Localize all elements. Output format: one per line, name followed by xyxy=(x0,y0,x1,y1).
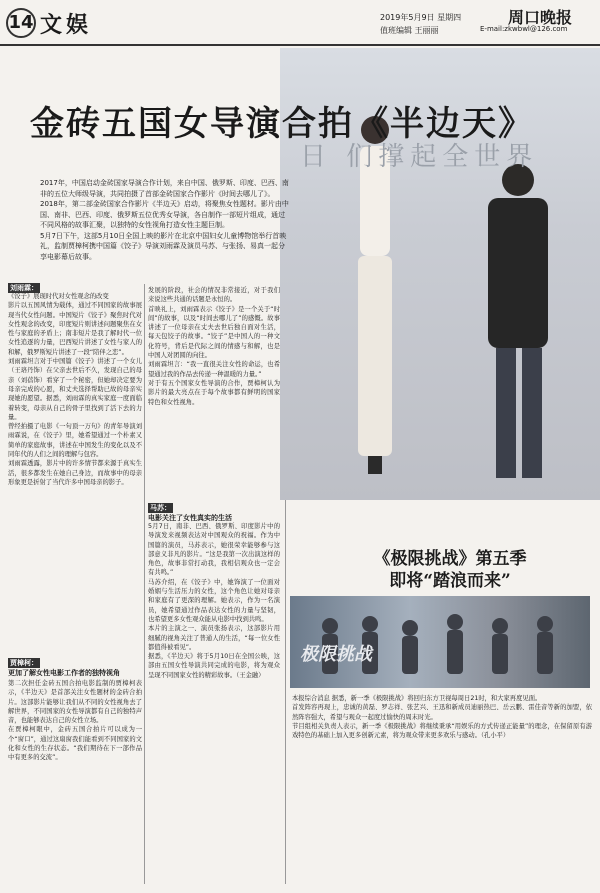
section-label-liu: 刘雨霖： xyxy=(10,284,38,292)
column-divider xyxy=(285,500,286,884)
editor-credit: 值班编辑 王丽丽 xyxy=(380,26,439,35)
article-column-b: 发展的阶段，社会的情况非常接近，对于我们来说这些共通的话题是永恒的。 首映礼上，刘雨霖表示《饺子》是一个关于“时间”的故事，以及“时间去哪儿了”的感慨。故事讲述了一位母亲在丈夫去世后独自面对生活，每天包饺子的故事。“饺子”是中国人的一种文化符号，背后是代际之间的情感与和解，也是中国人对团圆的向往。 刘雨霖坦言：“我一直很关注女性的命运，也希望通过我的作品去传递一种温暖的力量。” 对于有五个国家女性导演的合作，贾樟柯认为影片的最大亮点在于每个故事都有鲜明的国家特色和女性视角。 xyxy=(148,287,280,406)
subsection-heading-jia: 更加了解女性电影工作者的独特视角 xyxy=(8,669,120,677)
lead-paragraph: 2017年，中国启动金砖国家导演合作计划，来自中国、俄罗斯、印度、巴西、南非的五位大师级导演，共同拍摄了首部金砖国家合作影片《时间去哪儿了》。2018年，第二部金砖国家合作影片《半边天》启动，将聚焦女性题材。影片由中国、南非、巴西、印度、俄罗斯五位优秀女导演，各自制作一部短片组成，通过不同风格的故事汇聚，以独特的女性视角打造女性主题巨制。 5月7日下午，这部5月10日全国上映的影片在北京中国妇女儿童博物馆举行首映礼，监制贾樟柯携中国篇《饺子》导演刘雨霖及演员马苏、与张扬、易真一起分享电影幕后故事。 xyxy=(40,179,289,261)
section-label-ma: 马苏： xyxy=(150,504,171,512)
director-figure xyxy=(470,158,565,488)
article-column-a2: 第二次担任金砖五国合拍电影监制的贾樟柯表示，《半边天》是首部关注女性题材的金砖合拍片。这部影片能够让我们从不同的女性视角去了解世界，不同国家的女性导演都有自己的独特声音，也能够表达自己的女性立场。 在贾樟柯眼中，金砖五国合拍片可以成为一个“窗口”，通过这扇窗我们能看到不同国家的文化和女性的生存状态。“我们期待在下一部作品中有更多的交流”。 xyxy=(8,680,142,762)
contact-email: E-mail:zkwbwl@126.com xyxy=(480,25,568,33)
story2-body: 本报综合消息 据悉，新一季《极限挑战》将回归东方卫视每周日21时，和大家再度见面。 首发阵容再现上，忠诚的黄磊、罗志祥、张艺兴、王迅和新成员迪丽热巴、岳云鹏、雷佳音等新的加盟，依然阵容强大，希望与观众一起度过愉快的周末时光。 节目组相关负责人表示，新一季《极限挑战》将继续秉承“用娱乐的方式传递正能量”的理念，在保留原有游戏特色的基础上加入更多创新元素，将为观众带来更多欢乐与感动。（孔小平） xyxy=(292,695,592,740)
section-label-jia: 贾樟柯： xyxy=(10,659,38,667)
main-headline: 金砖五国女导演合拍《半边天》 xyxy=(30,104,534,144)
column-divider xyxy=(144,284,145,884)
issue-date: 2019年5月9日 星期四 xyxy=(380,13,462,22)
story2-headline xyxy=(340,548,560,592)
subsection-heading-ma: 电影关注了女性真实的生活 xyxy=(148,514,232,522)
newspaper-logo: 周口晚报 xyxy=(508,8,573,27)
page-number: 14 xyxy=(6,8,36,38)
article-column-b2: 5月7日，南非、巴西、俄罗斯、印度影片中的导演发来视频表达对中国观众的祝福。作为中国篇的演员，马苏表示，她很荣幸能够参与这部意义非凡的影片。“这是我第一次出演这样的角色，故事非常打动我，我相信观众也一定会有共鸣。” 马苏介绍，在《饺子》中，她饰演了一位面对婚姻与生活压力的女性，这个角色让她对母亲和家庭有了更深的理解。她表示，作为一名演员，她希望通过作品表达女性的力量与坚韧，也希望更多女性观众能从电影中找到共鸣。 本片的主演之一、演员张扬表示，这部影片用细腻的视角关注了普通人的生活，“每一位女性都值得被看见”。 据悉，《半边天》将于5月10日在全国公映，这部由五国女性导演共同完成的电影，将为观众呈现不同国家女性的精彩故事。（王金融） xyxy=(148,523,280,679)
story2-headline-line1: 《极限挑战》第五季 xyxy=(373,549,527,569)
article-column-a: 《饺子》展现时代对女性观念的改变 影片以五国风情为载体，通过不同国家的故事展现当代女性问题。中国短片《饺子》聚焦时代对女性观念的改变，印度短片则讲述问题聚焦在女性与家庭的矛盾上；南非短片是我了解时代一位女性追逐的力量，巴西短片讲述了女性与家人的和解，俄罗斯短片讲述了一段“陪伴之恋”。 刘雨霖坦言对于中国篇《饺子》讲述了一个女儿（王珞丹饰）在父亲去世后不久，发现自己的母亲（刘蓓饰）看穿了一个秘密，但她却决定要为母亲完成的心愿，和丈夫选择帮助已故的母亲实现她的愿望。据悉，刘雨霖的真实家庭一度面临着转变，母亲从自己的骨子里找到了活下去的力量。 曾经拍摄了电影《一句顶一万句》的青年导演刘雨霖说，在《饺子》里，她希望通过一个朴素又简单的家庭故事，讲述在中国发生的变化以及不同年代的人们之间的理解与包容。 刘雨霖透露，影片中的许多情节都来源于真实生活，很多都发生在她自己身边，而故事中的母亲形象更是折射了当代许多中国母亲的影子。 xyxy=(8,293,142,486)
header-divider xyxy=(0,44,600,46)
story2-headline-line2: 即将“踏浪而来” xyxy=(389,571,511,591)
show-logo-watermark: 极限挑战 xyxy=(300,644,372,665)
section-title: 文娱 xyxy=(40,12,93,38)
backdrop-slogan: 日 们撑起全世界 xyxy=(300,142,539,172)
